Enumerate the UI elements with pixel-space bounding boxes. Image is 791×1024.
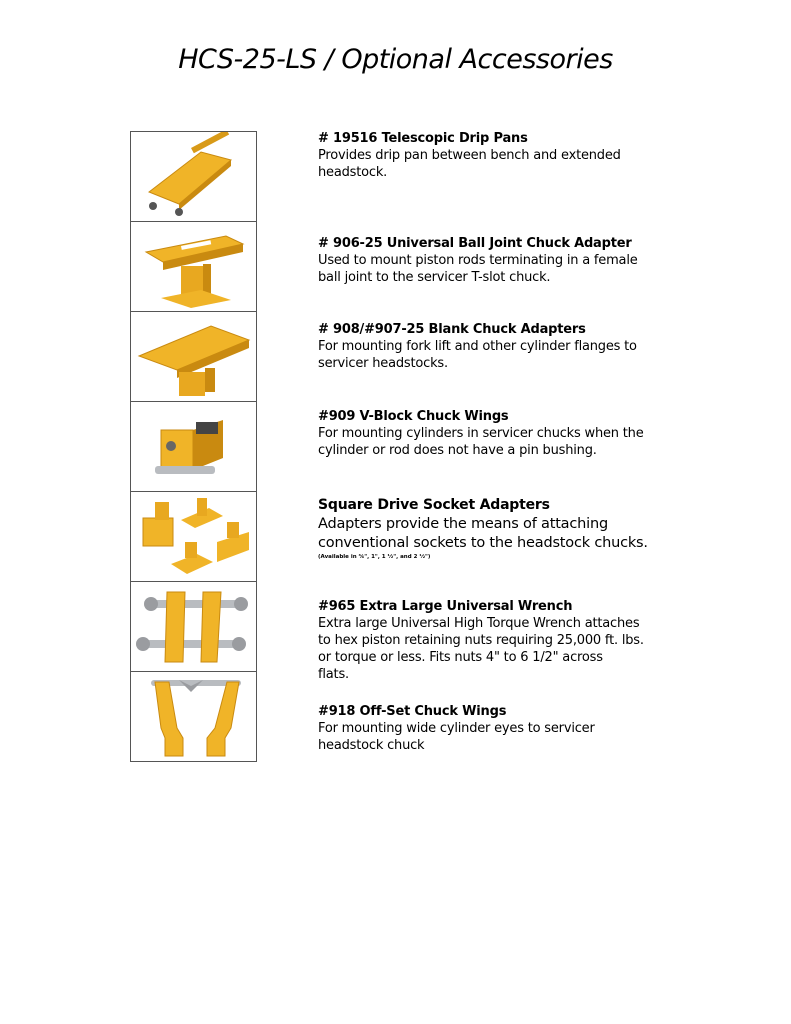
blank-chuck-adapter-image bbox=[130, 311, 257, 401]
item-description: For mounting fork lift and other cylinder flanges to bbox=[318, 339, 637, 354]
product-image-column bbox=[130, 131, 257, 762]
availability-note: (Available in ¾", 1", 1 ½", and 2 ½") bbox=[318, 554, 431, 560]
item-description: Provides drip pan between bench and extended bbox=[318, 148, 621, 163]
item-v-block-chuck-wings bbox=[318, 408, 698, 459]
item-description: ball joint to the servicer T-slot chuck. bbox=[318, 270, 551, 285]
item-description: conventional sockets to the headstock chucks. bbox=[318, 535, 648, 551]
item-blank-chuck-adapters bbox=[318, 321, 698, 372]
item-heading: # 908/#907-25 Blank Chuck Adapters bbox=[318, 322, 586, 337]
item-off-set-chuck-wings bbox=[318, 703, 698, 754]
item-description: Used to mount piston rods terminating in a female bbox=[318, 253, 638, 268]
drip-pan-image bbox=[130, 131, 257, 221]
item-drip-pans bbox=[318, 130, 698, 181]
item-description: headstock. bbox=[318, 165, 388, 180]
item-heading: #909 V-Block Chuck Wings bbox=[318, 409, 509, 424]
item-ball-joint-adapter bbox=[318, 235, 698, 286]
item-description: For mounting wide cylinder eyes to servicer bbox=[318, 721, 595, 736]
item-heading: Square Drive Socket Adapters bbox=[318, 497, 550, 513]
item-heading: #965 Extra Large Universal Wrench bbox=[318, 599, 573, 614]
item-heading: #918 Off-Set Chuck Wings bbox=[318, 704, 507, 719]
square-drive-socket-adapters-image bbox=[130, 491, 257, 581]
item-description: to hex piston retaining nuts requiring 25,000 ft. lbs. bbox=[318, 633, 644, 648]
item-description: headstock chuck bbox=[318, 738, 425, 753]
item-description: cylinder or rod does not have a pin bushing. bbox=[318, 443, 597, 458]
v-block-chuck-wings-image bbox=[130, 401, 257, 491]
item-description: Extra large Universal High Torque Wrench attaches bbox=[318, 616, 640, 631]
item-description: Adapters provide the means of attaching bbox=[318, 516, 608, 532]
ball-joint-adapter-image bbox=[130, 221, 257, 311]
off-set-chuck-wings-image bbox=[130, 671, 257, 762]
page-title: HCS-25-LS / Optional Accessories bbox=[178, 44, 613, 75]
item-description: servicer headstocks. bbox=[318, 356, 448, 371]
item-square-drive-socket-adapters bbox=[318, 496, 698, 561]
universal-wrench-image bbox=[130, 581, 257, 671]
item-heading: # 19516 Telescopic Drip Pans bbox=[318, 131, 528, 146]
item-description: flats. bbox=[318, 667, 349, 682]
item-universal-wrench bbox=[318, 598, 698, 683]
item-description: For mounting cylinders in servicer chucks when the bbox=[318, 426, 644, 441]
item-heading: # 906-25 Universal Ball Joint Chuck Adapter bbox=[318, 236, 632, 251]
item-description: or torque or less. Fits nuts 4" to 6 1/2" across bbox=[318, 650, 603, 665]
